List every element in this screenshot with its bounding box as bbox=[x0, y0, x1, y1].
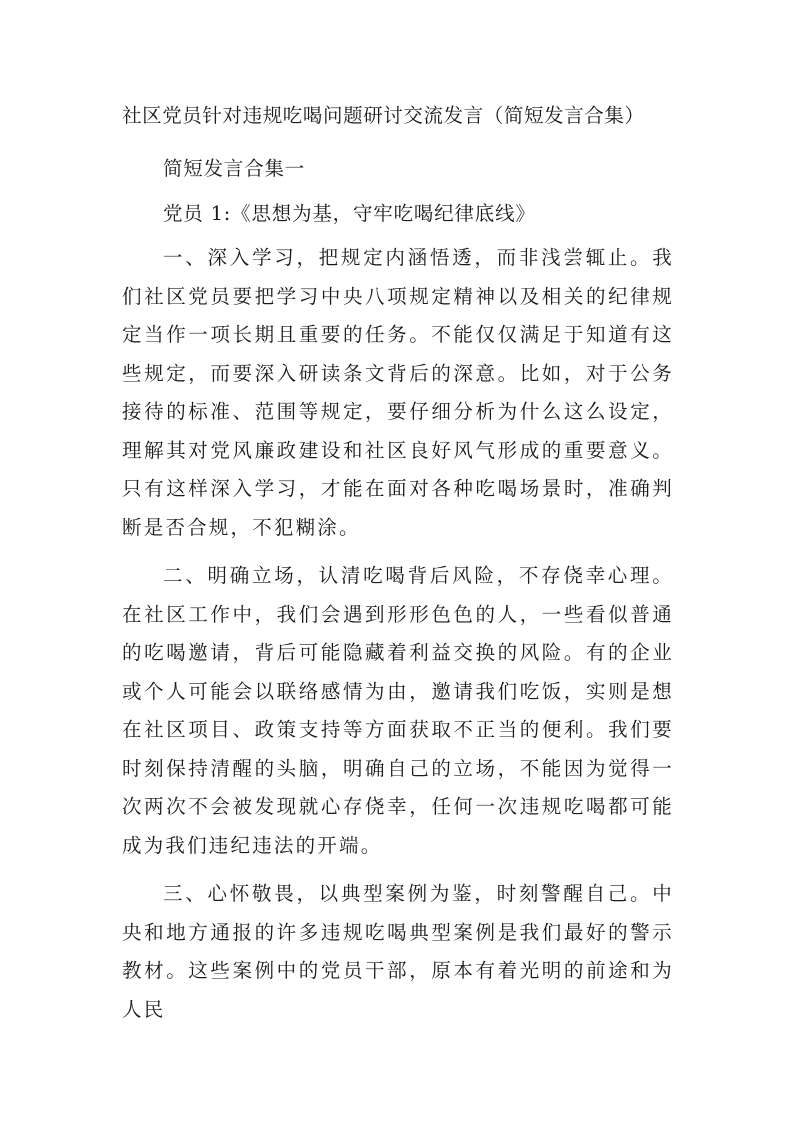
collection-heading: 简短发言合集一 bbox=[163, 157, 306, 180]
paragraph-3: 三、心怀敬畏，以典型案例为鉴，时刻警醒自己。中央和地方通报的许多违规吃喝典型案例是我们最好的警示教材。这些案例中的党员干部，原本有着光明的前途和为人民 bbox=[122, 882, 674, 1021]
paragraph-2: 二、明确立场，认清吃喝背后风险，不存侥幸心理。在社区工作中，我们会遇到形形色色的人，一些看似普通的吃喝邀请，背后可能隐藏着利益交换的风险。有的企业或个人可能会以联络感情为由，邀请我们吃饭，实则是想在社区项目、政策支持等方面获取不正当的便利。我们要时刻保持清醒的头脑，明确自己的立场，不能因为觉得一次两次不会被发现就心存侥幸，任何一次违规吃喝都可能成为我们违纪违法的开端。 bbox=[122, 564, 674, 857]
document-body bbox=[122, 98, 674, 1029]
speaker-heading: 党员 1:《思想为基，守牢吃喝纪律底线》 bbox=[163, 201, 536, 225]
paragraph-1: 一、深入学习，把规定内涵悟透，而非浅尝辄止。我们社区党员要把学习中央八项规定精神以及相关的纪律规定当作一项长期且重要的任务。不能仅仅满足于知道有这些规定，而要深入研读条文背后的深意。比如，对于公务接待的标准、范围等规定，要仔细分析为什么这么设定，理解其对党风廉政建设和社区良好风气形成的重要意义。只有这样深入学习，才能在面对各种吃喝场景时，准确判断是否合规，不犯糊涂。 bbox=[122, 246, 674, 539]
document-title: 社区党员针对违规吃喝问题研讨交流发言（简短发言合集） bbox=[122, 104, 645, 127]
